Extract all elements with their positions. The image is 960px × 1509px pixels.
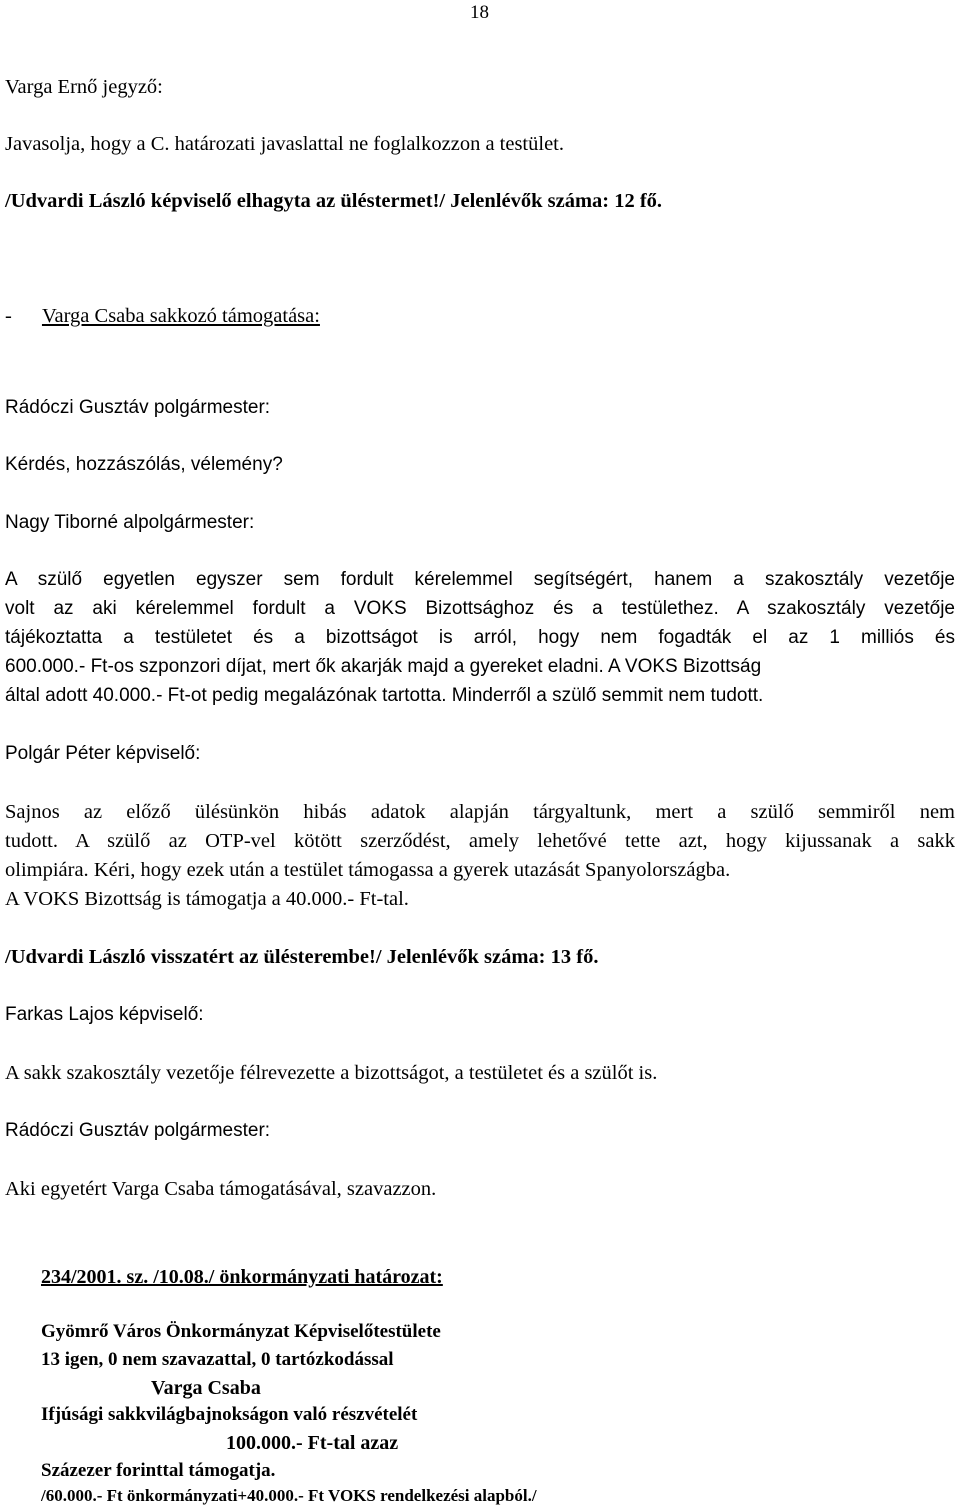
speaker-nagy-tiborne: Nagy Tiborné alpolgármester:: [5, 512, 255, 533]
resolution-body-line-1: Gyömrő Város Önkormányzat Képviselőtestülete: [41, 1321, 441, 1342]
resolution-amount-words: Százezer forinttal támogatja.: [41, 1460, 276, 1481]
statement-farkas: A sakk szakosztály vezetője félrevezette a bizottságot, a testületet és a szülőt is.: [5, 1062, 658, 1084]
question-prompt: Kérdés, hozzászólás, vélemény?: [5, 454, 283, 475]
speaker-radoczi-2: Rádóczi Gusztáv polgármester:: [5, 1120, 271, 1141]
paragraph-2-line-4: A VOKS Bizottság is támogatja a 40.000.- Ft-tal.: [5, 888, 409, 910]
page-number: 18: [470, 2, 489, 23]
paragraph-2-line-3: [5, 858, 730, 882]
attendance-note-13: /Udvardi László visszatért az ülésterembe!/ Jelenlévők száma: 13 fő.: [5, 946, 599, 968]
paragraph-1-sentence-3-start: A VOKS Bizottság: [608, 656, 762, 677]
voting-call: Aki egyetért Varga Csaba támogatásával, szavazzon.: [5, 1178, 437, 1200]
paragraph-2-sentence-2-start: A szülő az OTP-vel kötött szerződést, amely lehetővé tette azt, hogy kijussanak a sakk: [75, 830, 955, 852]
paragraph-1-sentence-2-end: 600.000.- Ft-os szponzori díjat, mert ők akarják majd a gyereket eladni.: [5, 656, 604, 677]
paragraph-2-sentence-1-end: tudott.: [5, 830, 58, 852]
speaker-varga-erno: Varga Ernő jegyző:: [5, 76, 163, 98]
paragraph-1-sentence-1-end: volt az aki kérelemmel fordult a VOKS Bizottsághoz és a testülethez.: [5, 598, 719, 619]
paragraph-1-line-2: [5, 597, 955, 621]
attendance-note-12: /Udvardi László képviselő elhagyta az üléstermet!/ Jelenlévők száma: 12 fő.: [5, 190, 663, 212]
agenda-dash: -: [5, 305, 12, 327]
agenda-item-title: Varga Csaba sakkozó támogatása:: [41, 305, 320, 327]
resolution-funding-source: /60.000.- Ft önkormányzati+40.000.- Ft VOKS rendelkezési alapból./: [41, 1486, 537, 1505]
paragraph-2-line-2: [5, 829, 955, 853]
paragraph-1-sentence-3-end: által adott 40.000.- Ft-ot pedig megalázónak tartotta.: [5, 685, 447, 706]
paragraph-2-sentence-2-end: olimpiára.: [5, 859, 89, 881]
speaker-farkas-lajos: Farkas Lajos képviselő:: [5, 1004, 204, 1025]
paragraph-2-line-1: Sajnos az előző ülésünkön hibás adatok alapján tárgyaltunk, mert a szülő semmiről nem: [5, 801, 955, 823]
paragraph-2-sentence-3: Kéri, hogy ezek után a testület támogassa a gyerek utazását Spanyolországba.: [93, 859, 731, 881]
paragraph-1-sentence-2-start: A szakosztály vezetője: [736, 598, 955, 619]
paragraph-1-sentence-4: Minderről a szülő semmit nem tudott.: [451, 685, 764, 706]
resolution-purpose: Ifjúsági sakkvilágbajnokságon való részvételét: [41, 1404, 418, 1425]
resolution-amount: 100.000.- Ft-tal azaz: [226, 1432, 399, 1454]
paragraph-1-line-5: [5, 684, 763, 708]
statement-javasolja: Javasolja, hogy a C. határozati javaslattal ne foglalkozzon a testület.: [5, 133, 564, 155]
paragraph-1-line-1: A szülő egyetlen egyszer sem fordult kérelemmel segítségért, hanem a szakosztály vezetője: [5, 569, 955, 590]
speaker-polgar-peter: Polgár Péter képviselő:: [5, 743, 201, 764]
speaker-radoczi-1: Rádóczi Gusztáv polgármester:: [5, 397, 271, 418]
paragraph-1-line-3: tájékoztatta a testületet és a bizottságot is arról, hogy nem fogadták el az 1 milliós és: [5, 627, 955, 648]
resolution-beneficiary: Varga Csaba: [151, 1377, 261, 1399]
resolution-title: 234/2001. sz. /10.08./ önkormányzati határozat:: [41, 1266, 443, 1288]
resolution-vote-count: 13 igen, 0 nem szavazattal, 0 tartózkodással: [41, 1349, 394, 1370]
paragraph-1-line-4: [5, 655, 761, 679]
agenda-item: [5, 304, 320, 328]
